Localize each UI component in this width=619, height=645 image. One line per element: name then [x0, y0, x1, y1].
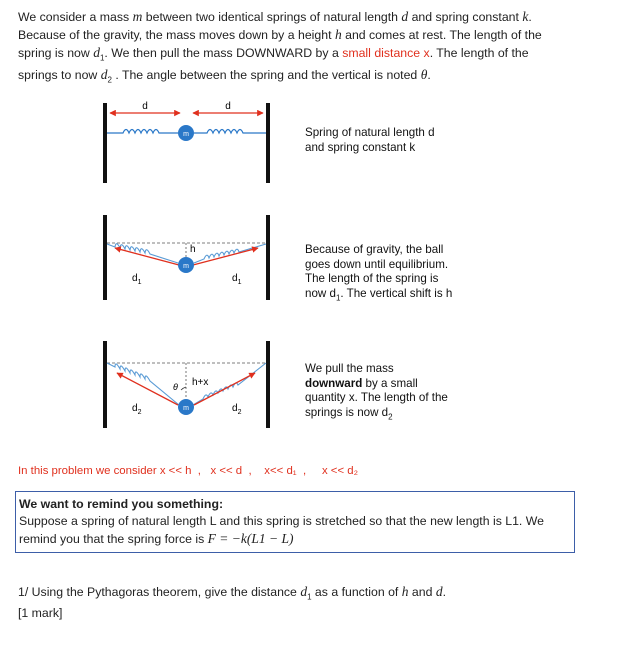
mass-label: m [183, 263, 189, 270]
question-1 [18, 583, 446, 622]
caption-diagram-2: Because of gravity, the ball goes down until equilibrium. The length of the spring is now $d_1$. The vertical shift is h [305, 243, 453, 302]
spring-force-formula: F = −k(L1 − L) [207, 531, 294, 546]
spring-left [107, 244, 178, 263]
question-1-text: 1/ Using the Pythagoras theorem, give the distance $d_1$ as a function of h and d. [18, 584, 447, 602]
angle-arc [181, 387, 186, 390]
caption-diagram-3: We pull the mass downward by a small quantity x. The length of the springs is now $d_2$ [305, 362, 448, 421]
spring-left [107, 363, 179, 405]
diagram-equilibrium [95, 210, 285, 305]
mass-label: m [183, 131, 189, 138]
reminder-text-2: remind you that the spring force is F = −k(L1 − L) [19, 531, 294, 546]
label-d-left: d [142, 101, 148, 112]
reminder-text-1: Suppose a spring of natural length L and this spring is stretched so that the new length is L1. We [19, 514, 544, 528]
question-1-marks: [1 mark] [18, 606, 63, 621]
spring-right [194, 130, 266, 134]
label-d1-left: $d_1$ [132, 273, 142, 286]
label-d-right: d [225, 101, 231, 112]
mass-label: m [183, 405, 189, 412]
spring-left [107, 130, 178, 134]
diagram-natural-length [95, 93, 285, 188]
force-arrow-right [193, 248, 258, 265]
reminder-title: We want to remind you something: [19, 497, 224, 511]
label-theta: θ [173, 382, 178, 392]
small-distance-highlight: small distance x [342, 46, 430, 60]
caption-diagram-1: Spring of natural length d and spring constant k [305, 126, 435, 154]
label-d1-right: $d_1$ [232, 273, 242, 286]
intro-line-2: Because of the gravity, the mass moves down by a height h and comes at rest. The length of the [18, 27, 542, 42]
intro-paragraph [18, 8, 608, 89]
spring-right [194, 244, 266, 263]
label-h: h [190, 244, 196, 255]
intro-line-4: springs to now $d_2$ . The angle between the spring and the vertical is noted θ. [18, 67, 431, 85]
label-d2-left: $d_2$ [132, 403, 142, 416]
intro-line-3: spring is now $d_1$. We then pull the mass DOWNWARD by a small distance x. The length of the [18, 45, 529, 63]
label-h-plus-x: h+x [192, 377, 209, 388]
reminder-box [15, 491, 575, 553]
label-d2-right: $d_2$ [232, 403, 242, 416]
diagram-pulled [95, 333, 285, 433]
intro-line-1: We consider a mass m between two identical springs of natural length d and spring constant k. [18, 9, 532, 24]
force-arrow-left [115, 248, 179, 265]
problem-conditions: In this problem we consider x << h , x << d , x<< d₁ , x << d₂ [18, 465, 359, 477]
